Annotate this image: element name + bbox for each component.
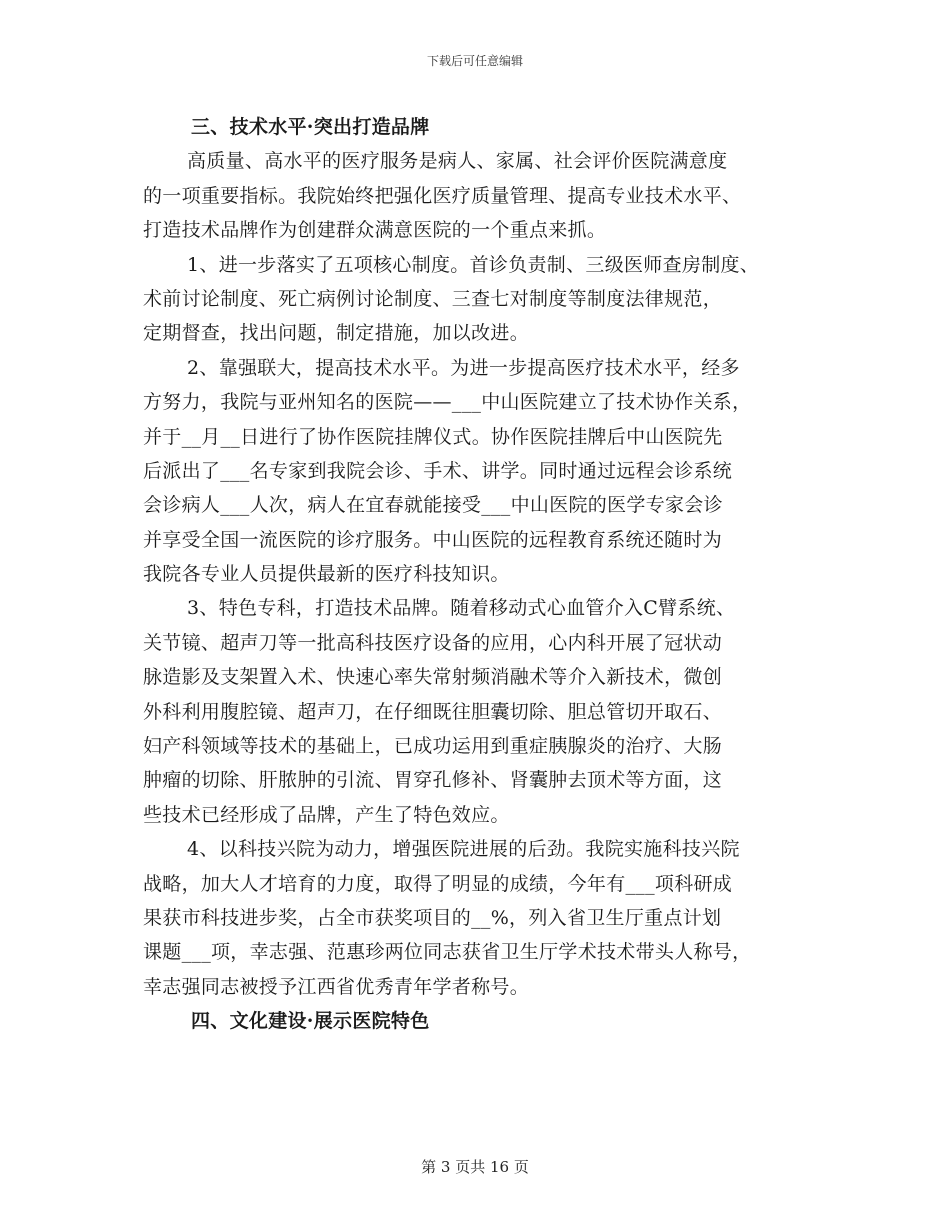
section-heading: 三、技术水平·突出打造品牌 <box>191 116 430 138</box>
paragraph-line: 术前讨论制度、死亡病例讨论制度、三查七对制度等制度法律规范， <box>143 287 723 310</box>
paragraph-line: 打造技术品牌作为创建群众满意医院的一个重点来抓。 <box>143 219 607 242</box>
paragraph-line: 幸志强同志被授予江西省优秀青年学者称号。 <box>143 975 530 998</box>
section-heading: 四、文化建设·展示医院特色 <box>191 1010 430 1033</box>
paragraph-line: 的一项重要指标。我院始终把强化医疗质量管理、提高专业技术水平、 <box>143 184 742 207</box>
paragraph-line: 后派出了___名专家到我院会诊、手术、讲学。同时通过远程会诊系统 <box>143 459 733 482</box>
paragraph-line: 高质量、高水平的医疗服务是病人、家属、社会评价医院满意度 <box>187 150 728 173</box>
document-body <box>143 110 833 1039</box>
paragraph-line: 并享受全国一流医院的诊疗服务。中山医院的远程教育系统还随时为 <box>143 528 723 551</box>
paragraph-line: 会诊病人___人次，病人在宜春就能接受___中山医院的医学专家会诊 <box>143 494 723 517</box>
paragraph-line: 我院各专业人员提供最新的医疗科技知识。 <box>143 563 510 586</box>
paragraph-line: 果获市科技进步奖，占全市获奖项目的__%，列入省卫生厅重点计划 <box>143 906 722 929</box>
paragraph-line: 肿瘤的切除、肝脓肿的引流、胃穿孔修补、肾囊肿去顶术等方面，这 <box>143 769 723 792</box>
paragraph-line: 关节镜、超声刀等一批高科技医疗设备的应用，心内科开展了冠状动 <box>143 631 723 654</box>
paragraph-line: 妇产科领域等技术的基础上，已成功运用到重症胰腺炎的治疗、大肠 <box>143 735 723 758</box>
paragraph-line: 战略，加大人才培育的力度，取得了明显的成绩，今年有___项科研成 <box>143 872 733 895</box>
paragraph-line: 脉造影及支架置入术、快速心率失常射频消融术等介入新技术，微创 <box>143 666 723 689</box>
paragraph-line: 1、进一步落实了五项核心制度。首诊负责制、三级医师查房制度、 <box>187 253 760 276</box>
paragraph-line: 些技术已经形成了品牌，产生了特色效应。 <box>143 803 510 826</box>
paragraph-line: 定期督查，找出问题，制定措施，加以改进。 <box>143 322 530 345</box>
paragraph-line: 2、靠强联大，提高技术水平。为进一步提高医疗技术水平，经多 <box>187 356 740 379</box>
paragraph-line: 外科利用腹腔镜、超声刀，在仔细既往胆囊切除、胆总管切开取石、 <box>143 700 723 723</box>
paragraph-line: 3、特色专科，打造技术品牌。随着移动式心血管介入C臂系统、 <box>187 597 736 620</box>
page-header: 下载后可任意编辑 <box>426 54 523 68</box>
paragraph-line: 并于__月__日进行了协作医院挂牌仪式。协作医院挂牌后中山医院先 <box>143 425 723 448</box>
paragraph-line: 课题___项，幸志强、范惠珍两位同志获省卫生厅学术技术带头人称号， <box>143 941 752 964</box>
paragraph-line: 4、以科技兴院为动力，增强医院进展的后劲。我院实施科技兴院 <box>187 838 740 861</box>
page-footer: 第 3 页共 16 页 <box>421 1158 529 1176</box>
paragraph-line: 方努力，我院与亚州知名的医院——___中山医院建立了技术协作关系， <box>143 391 752 414</box>
